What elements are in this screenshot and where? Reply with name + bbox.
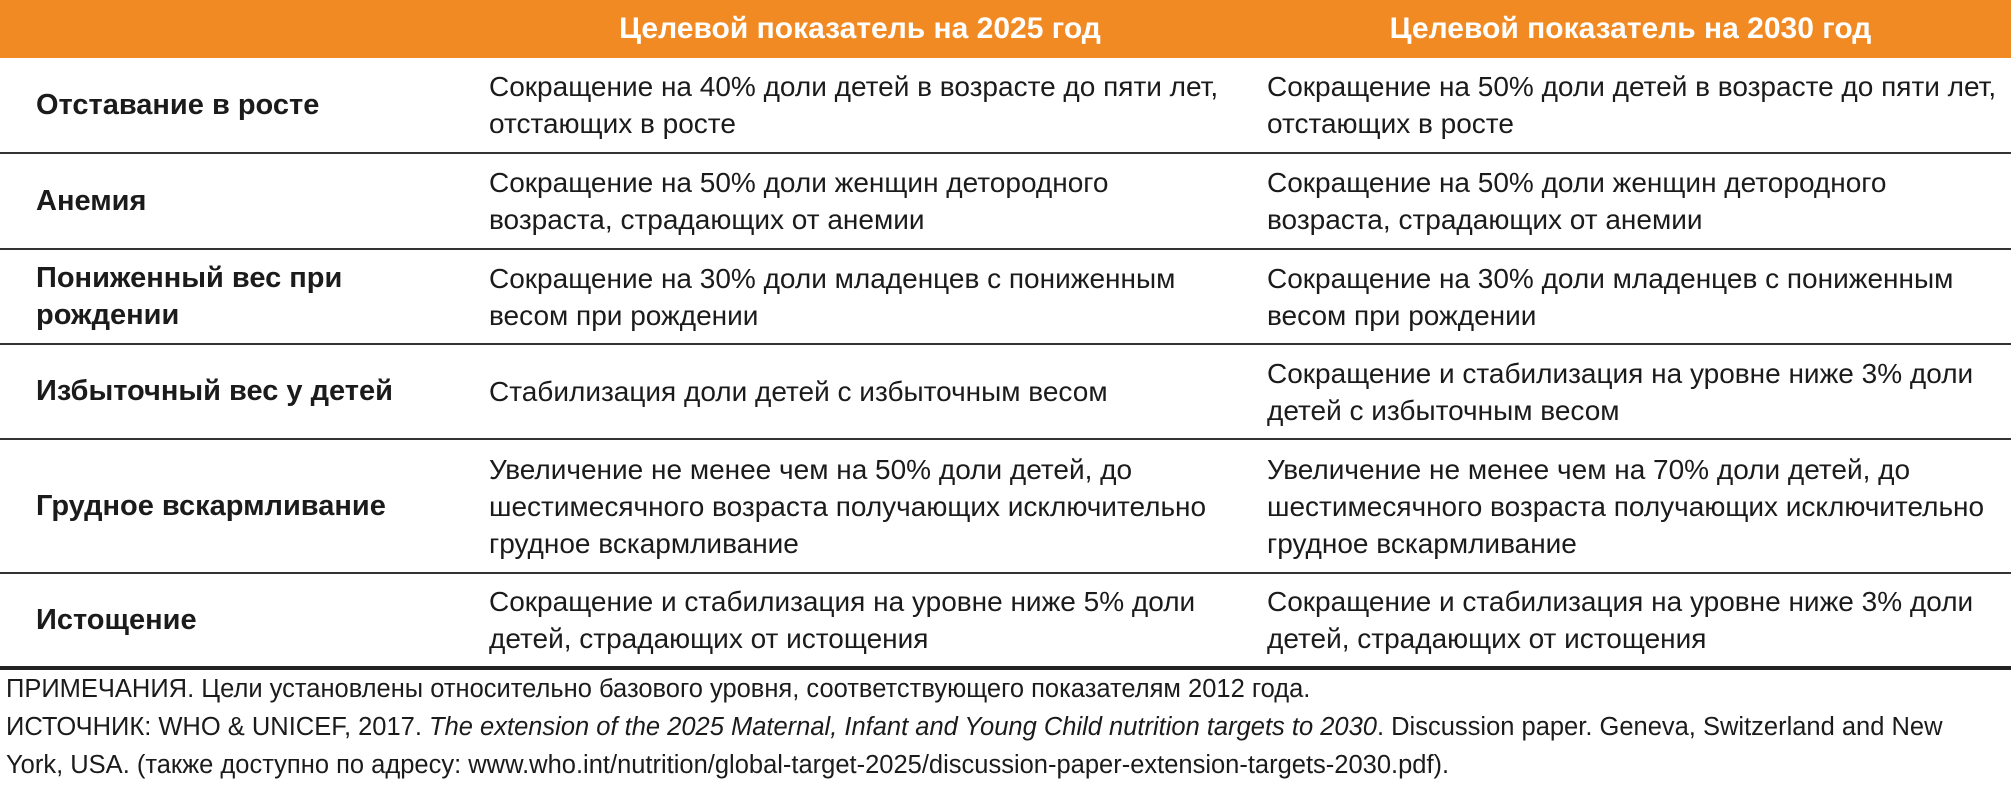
row-label: Истощение xyxy=(36,603,197,636)
target-2030-cell: Сокращение и стабилизация на уровне ниже 3% доли детей, страдающих от истощения xyxy=(1267,586,1974,654)
table-row-child-overweight xyxy=(0,345,2011,440)
source-title: The extension of the 2025 Maternal, Infant and Young Child nutrition targets to 2030 xyxy=(429,713,1377,741)
target-2030-cell: Сокращение на 50% доли детей в возрасте до пяти лет, отстающих в росте xyxy=(1267,71,1997,139)
table-row-stunting xyxy=(0,58,2011,154)
row-label: Пониженный вес при рождении xyxy=(36,261,343,331)
header-empty-cell xyxy=(0,0,470,58)
source-suffix: . Discussion paper. Geneva, Switzerland and New York, USA. (также доступно по адресу: www.who.int/nutrition/global-target-2025/discussion-paper-extension-targets-2030.pdf). xyxy=(6,713,1943,779)
target-2025-cell: Сокращение на 40% доли детей в возрасте до пяти лет, отстающих в росте xyxy=(489,71,1219,139)
target-2025-cell: Сокращение на 50% доли женщин детородного возраста, страдающих от анемии xyxy=(489,167,1109,235)
source-citation xyxy=(0,708,2011,784)
target-2025-cell: Сокращение на 30% доли младенцев с пониженным весом при рождении xyxy=(489,262,1176,331)
header-2025: Целевой показатель на 2025 год xyxy=(619,12,1101,45)
note-text: ПРИМЕЧАНИЯ. Цели установлены относительно базового уровня, соответствующего показателям 2012 года. xyxy=(6,675,1311,703)
source-prefix: ИСТОЧНИК: WHO & UNICEF, 2017. xyxy=(6,713,430,741)
table-row-wasting xyxy=(0,574,2011,670)
target-2025-cell: Сокращение и стабилизация на уровне ниже 5% доли детей, страдающих от истощения xyxy=(489,586,1196,654)
target-2030-cell: Сокращение и стабилизация на уровне ниже 3% доли детей с избыточным весом xyxy=(1267,357,1974,426)
table-row-anemia xyxy=(0,154,2011,250)
row-label: Избыточный вес у детей xyxy=(36,375,393,407)
table-header-row xyxy=(0,0,2011,58)
table-notes xyxy=(0,670,2011,784)
row-label: Анемия xyxy=(36,184,147,217)
row-label: Грудное вскармливание xyxy=(36,489,386,522)
table-row-breastfeeding xyxy=(0,440,2011,574)
target-2030-cell: Сокращение на 30% доли младенцев с пониженным весом при рождении xyxy=(1267,262,1954,331)
target-2025-cell: Увеличение не менее чем на 50% доли детей, до шестимесячного возраста получающих исключительно грудное вскармливание xyxy=(489,453,1207,559)
target-2030-cell: Увеличение не менее чем на 70% доли детей, до шестимесячного возраста получающих исключительно грудное вскармливание xyxy=(1267,453,1985,559)
target-2030-cell: Сокращение на 50% доли женщин детородного возраста, страдающих от анемии xyxy=(1267,167,1887,235)
target-2025-cell: Стабилизация доли детей с избыточным весом xyxy=(489,376,1108,407)
header-2030: Целевой показатель на 2030 год xyxy=(1389,12,1872,45)
row-label: Отставание в росте xyxy=(36,88,320,121)
table-row-low-birth-weight xyxy=(0,250,2011,345)
